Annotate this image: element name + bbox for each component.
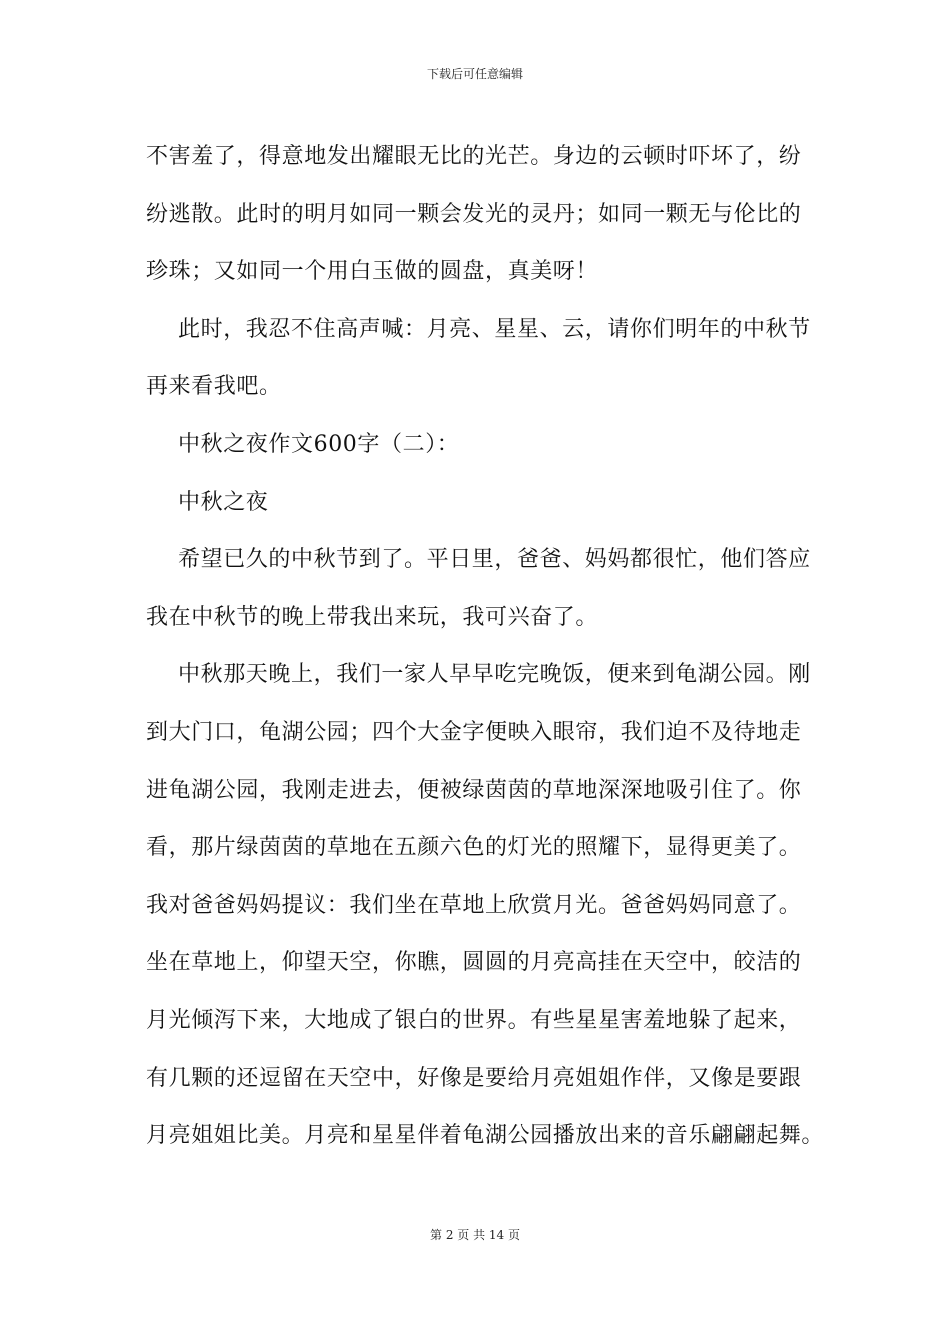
text-line: 看，那片绿茵茵的草地在五颜六色的灯光的照耀下，显得更美了。 [146,835,802,861]
page-number-footer: 第 2 页 共 14 页 [430,1228,520,1242]
paragraph-start-line: 希望已久的中秋节到了。平日里，爸爸、妈妈都很忙，他们答应 [178,547,811,573]
page-header: 下载后可任意编辑 [426,67,523,81]
paragraph-start-line: 此时，我忍不住高声喊：月亮、星星、云，请你们明年的中秋节 [178,316,811,342]
text-line: 我对爸爸妈妈提议：我们坐在草地上欣赏月光。爸爸妈妈同意了。 [146,892,802,918]
text-line: 珍珠；又如同一个用白玉做的圆盘，真美呀！ [146,259,599,285]
text-line: 进龟湖公园，我刚走进去，便被绿茵茵的草地深深地吸引住了。你 [146,777,802,803]
text-line: 到大门口，龟湖公园；四个大金字便映入眼帘，我们迫不及待地走 [146,719,802,745]
text-line: 坐在草地上，仰望天空，你瞧，圆圆的月亮高挂在天空中，皎洁的 [146,950,802,976]
text-line: 有几颗的还逗留在天空中，好像是要给月亮姐姐作伴，又像是要跟 [146,1065,802,1091]
document-body [146,128,825,1165]
text-line: 我在中秋节的晚上带我出来玩，我可兴奋了。 [146,604,599,630]
text-line: 纷逃散。此时的明月如同一颗会发光的灵丹；如同一颗无与伦比的 [146,201,802,227]
text-line: 月亮姐姐比美。月亮和星星伴着龟湖公园播放出来的音乐翩翩起舞。 [146,1123,825,1149]
section-heading: 中秋之夜作文600字（二）： [178,431,460,457]
text-line: 月光倾泻下来，大地成了银白的世界。有些星星害羞地躲了起来， [146,1007,802,1033]
paragraph-start-line: 中秋那天晚上，我们一家人早早吃完晚饭，便来到龟湖公园。刚 [178,662,811,688]
text-line: 再来看我吧。 [146,374,282,400]
essay-title: 中秋之夜 [178,489,269,515]
text-line: 不害羞了，得意地发出耀眼无比的光芒。身边的云顿时吓坏了，纷 [146,144,802,169]
